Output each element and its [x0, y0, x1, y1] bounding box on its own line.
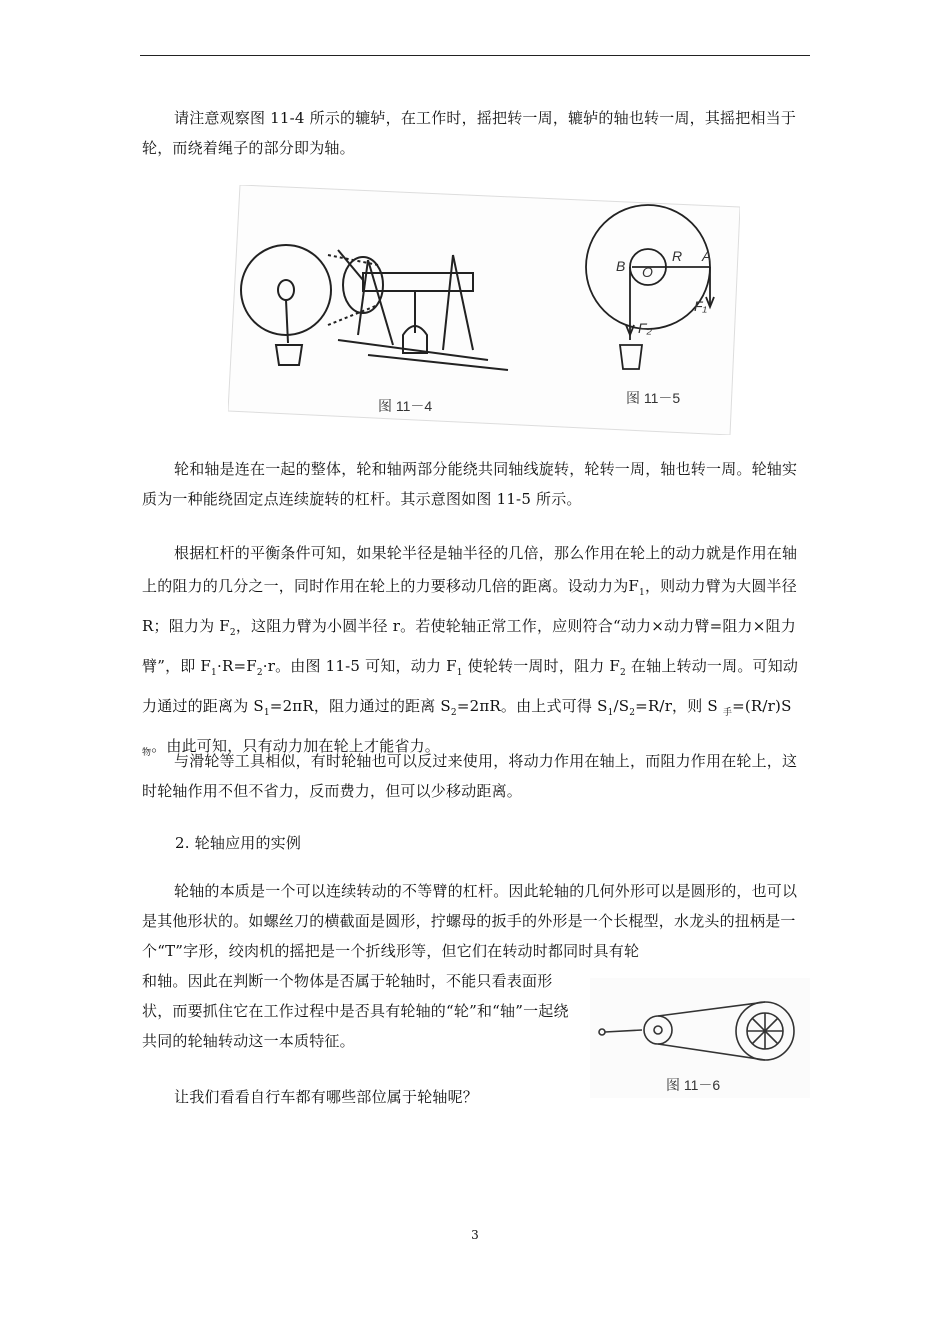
figure-11-4-caption: 图 11－4: [378, 398, 433, 414]
paragraph-5: 轮轴的本质是一个可以连续转动的不等臂的杠杆。因此轮轴的几何外形可以是圆形的，也可以是其他形状的。如螺丝刀的横截面是圆形，拧螺母的扳手的外形是一个长棍型，水龙头的扭柄是一个“T”字形，绞肉机的摇把是一个折线形等，但它们在转动时都同时具有轮: [142, 882, 798, 960]
section-heading: 2. 轮轴应用的实例: [175, 834, 302, 852]
figure-11-6-caption: 图 11－6: [666, 1077, 721, 1093]
label-a: A: [702, 248, 712, 264]
paragraph-6: 让我们看看自行车都有哪些部位属于轮轴呢？: [174, 1088, 479, 1106]
figure-11-5-caption: 图 11－5: [626, 390, 681, 406]
label-r: R: [672, 248, 683, 264]
figure-11-4-11-5: [228, 185, 740, 435]
page-number: 3: [471, 1228, 479, 1242]
paragraph-5-continued: 和轴。因此在判断一个物体是否属于轮轴时，不能只看表面形状，而要抓住它在工作过程中是否具有轮轴的“轮”和“轴”一起绕共同的轮轴转动这一本质特征。: [142, 972, 569, 1050]
paragraph-1: 请注意观察图 11-4 所示的辘轳，在工作时，摇把转一周，辘轳的轴也转一周，其摇把相当于轮，而绕着绳子的部分即为轴。: [142, 109, 797, 157]
header-rule: [140, 55, 810, 56]
label-f1: F₁: [694, 298, 707, 314]
label-o: O: [642, 264, 653, 280]
paragraph-3: 根据杠杆的平衡条件可知，如果轮半径是轴半径的几倍，那么作用在轮上的动力就是作用在轴上的阻力的几分之一，同时作用在轮上的力要移动几倍的距离。设动力为$F_1$，则动力臂为大圆半径 R；阻力为 $F_2$，这阻力臂为小圆半径 r。若使轮轴正常工作，应则符合“动力×动力臂=阻力×阻力臂”，即 $F_1\cdot R=F_2\cdot r$。由图 11-5 可知，动力 $F_1$ 使轮转一周时，阻力 $F_2$ 在轴上转动一周。可知动力通过的距离为 $S_1=2\pi R$，阻力通过的距离 $S_2=2\pi R$。由上式可得 $S_1/S_2=R/r$，则 S $_手$=(R/r)S $_物$。由此可知，只有动力加在轮上才能省力。: [142, 544, 799, 758]
figure-11-6: [590, 978, 810, 1098]
paragraph-2: 轮和轴是连在一起的整体，轮和轴两部分能绕共同轴线旋转，轮转一周，轴也转一周。轮轴实质为一种能绕固定点连续旋转的杠杆。其示意图如图 11-5 所示。: [142, 460, 798, 508]
paragraph-4: 与滑轮等工具相似，有时轮轴也可以反过来使用，将动力作用在轴上，而阻力作用在轮上，这时轮轴作用不但不省力，反而费力，但可以少移动距离。: [142, 752, 798, 800]
label-b: B: [616, 258, 626, 274]
label-f2: F₂: [638, 320, 652, 336]
